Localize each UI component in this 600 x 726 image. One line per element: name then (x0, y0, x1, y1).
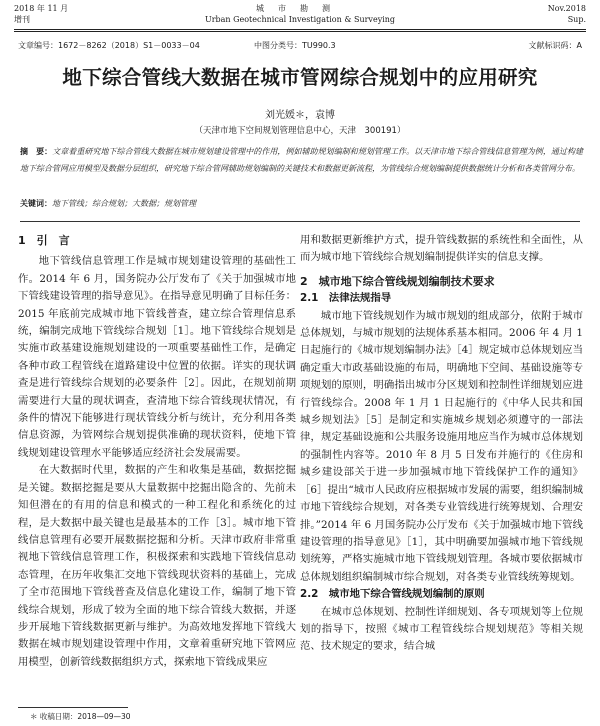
header-rule (14, 29, 586, 30)
keywords-text: 地下管线；综合规划；大数据；规划管理 (52, 199, 196, 208)
section-2-2-paragraph: 在城市总体规划、控制性详细规划、各专项规划等上位规划的指导下，按照《城市工程管线综合规划规范》等相关规范、技术规定的要求，结合城 (300, 605, 583, 653)
section-1-paragraph-1: 地下管线信息管理工作是城市规划建设管理的基础性工作。2014 年 6 月，国务院办公厅发布了《关于加强城市地下管线建设管理的指导意见》。在指导意见明确了目标任务：2015 年底前完成城市地下管线普查，建立综合管理信息系统，编制完成地下管线综合规划［1］。地下管线综合规划是实施市政基建设施规划建设的一项重要基础性工作，是确定各种市政工程管线在道路建设中位置的依据。详实的现状调查是进行管线综合规划的必要条件［2］。因此，在规划前期需要进行大量的现状调查，查清地下综合管线现状情况，有条件的情况下能够进行现状管线分析与统计，充分利用各类信息资源，为管网综合规划提供准确的现状资料，使地下管线规划建设管理水平能够适应经济社会发展需要。 (18, 255, 296, 459)
article-number: 文章编号：1672－8262（2018）S1－0033－04 (18, 41, 200, 50)
abstract-label: 摘 要： (20, 147, 53, 156)
journal-name-cn: 城市勘测 (256, 4, 344, 13)
header-supplement: 增刊 (14, 15, 30, 24)
abstract-rule (20, 221, 580, 222)
journal-name-en: Urban Geotechnical Investigation & Surveying (204, 15, 396, 24)
header-sup-en: Sup. (567, 15, 586, 24)
section-1-heading: 1 引 言 (18, 234, 70, 247)
document-code: 文献标识码：A (528, 41, 582, 50)
clc-number: 中图分类号：TU990.3 (254, 41, 336, 50)
footnote-received-date: ＊ 收稿日期：2018—09—30 (30, 712, 131, 721)
left-column (18, 232, 296, 671)
header-date-en: Nov.2018 (547, 4, 586, 13)
header-date: 2018 年 11 月 (14, 4, 69, 13)
abstract (20, 144, 583, 177)
section-1-paragraph-continued: 用和数据更新维护方式，提升管线数据的系统性和全面性，从而为城市地下管线综合规划编制提供详实的信息支撑。 (300, 234, 583, 264)
right-column (300, 232, 583, 656)
section-2-heading: 2 城市地下综合管线规划编制技术要求 (300, 274, 495, 288)
keywords-label: 关键词： (20, 199, 52, 208)
section-2-1-heading: 2.1 法律法规指导 (300, 292, 392, 305)
header-rule-secondary (14, 31, 586, 32)
section-2-2-heading: 2.2 城市地下综合管线规划编制的原则 (300, 588, 485, 601)
abstract-text: 文章着重研究地下综合管线大数据在城市规划建设管理中的作用，例如辅助规划编制和规划管理工作。以天津市地下综合管线信息管理为例，通过构建地下综合管网应用模型及数据分层组织，研究地下综合管网辅助规划编制的关键技术和数据更新流程，为管线综合规划编制提供数据统计分析和各类管网分布。 (20, 147, 584, 173)
authors: 刘光媛＊，袁博 (265, 110, 335, 121)
keywords (20, 198, 196, 209)
header-journal (14, 3, 586, 25)
section-2-1-paragraph: 城市地下管线规划作为城市规划的组成部分，依附于城市总体规划，与城市规划的法规体系基本相同。2006 年 4 月 1 日起施行的《城市规划编制办法》［4］规定城市总体规划应当确定重大市政基础设施的布局，明确地下空间、基础设施等专项规划的原则，明确指出城市分区规划和控制性详细规划应进行管线综合。2008 年 1 月 1 日起施行的《中华人民共和国城乡规划法》［5］是制定和实施城乡规划必须遵守的一部法律，规定基础设施和公共服务设施用地应当作为城市总体规划的强制性内容等。2010 年 8 月 5 日发布并施行的《住房和城乡建设部关于进一步加强城市地下管线保护工作的通知》［6］提出“城市人民政府应根据城市发展的需要，组织编制城市地下管线综合规划，对各类专业管线进行统筹规划、合理安排。”2014 年 6 月国务院办公厅发布《关于加强城市地下管线建设管理的指导意见》［1］，其中明确要加强城市地下管线规划统筹，严格实施城市地下管线规划管理。各城市要依据城市总体规划组织编制城市综合规划，对各类专业管线统筹规划。 (300, 309, 583, 583)
running-header (14, 3, 586, 27)
footnote-rule (18, 707, 128, 708)
header-issue-en (548, 3, 586, 25)
section-1-paragraph-2: 在大数据时代里，数据的产生和收集是基础，数据挖掘是关键。数据挖掘是要从大量数据中挖掘出隐含的、先前未知但潜在的有用的信息和模式的一种工程化和系统化的过程，是大数据中最关键也是最基本的工作［3］。城市地下管线信息管理有必要开展数据挖掘和分析。天津市政府非常重视地下管线信息管理工作，积极探索和实践地下管线信息动态管理，在历年收集汇交地下管线现状资料的基础上，完成了全市范围地下管线普查及信息化建设工作，编制了地下管线综合规划，形成了较为全面的地下综合管线大数据，并逐步开展地下管线数据更新与维护。为高效地发挥地下管线大数据在城市规划建设管理中作用，文章着重研究地下管网应用模型，创新管线数据组织方式，探索地下管线成果应 (18, 464, 296, 668)
article-title: 地下综合管线大数据在城市管网综合规划中的应用研究 (62, 66, 538, 89)
affiliation: （天津市地下空间规划管理信息中心，天津 300191） (194, 126, 406, 136)
